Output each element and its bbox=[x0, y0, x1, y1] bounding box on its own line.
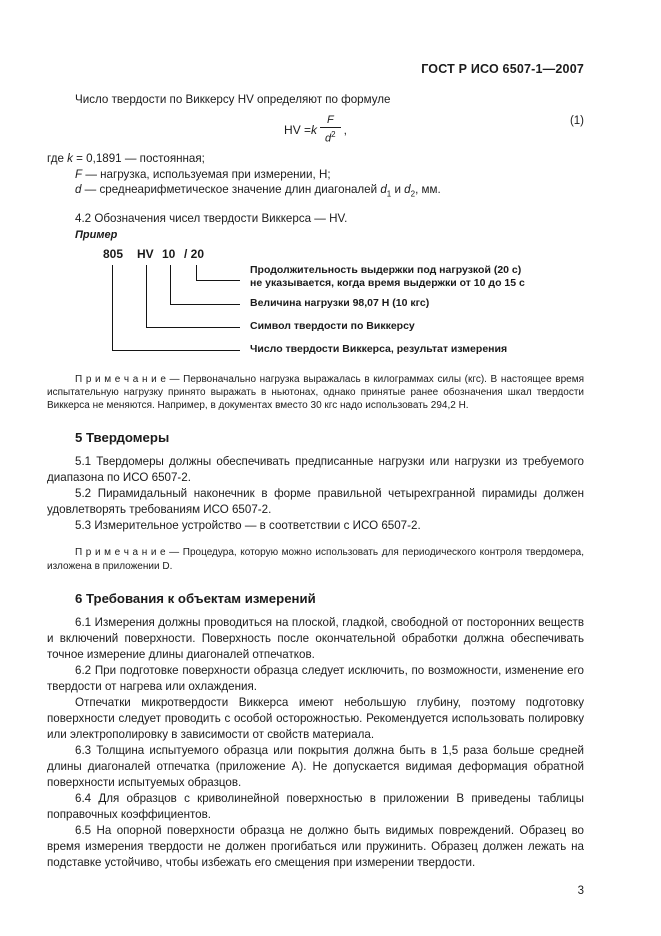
where-line-f bbox=[47, 167, 584, 183]
symbol-d: d bbox=[75, 183, 82, 196]
callout-duration-line2: не указывается, когда время выдержки от 10 до 15 с bbox=[250, 276, 525, 289]
clause-5-1: 5.1 Твердомеры должны обеспечивать предписанные нагрузки или нагрузки из требуемого диапазона по ИСО 6507-2. bbox=[47, 455, 584, 485]
clause-6-2: 6.2 При подготовке поверхности образца следует исключить, по возможности, изменение его твердости от нагрева или охлаждения. bbox=[47, 663, 584, 693]
fraction-numerator: F bbox=[326, 114, 334, 127]
callout-value: Число твердости Виккерса, результат измерения bbox=[250, 342, 508, 355]
formula-fraction bbox=[320, 114, 341, 146]
symbol-d1: d bbox=[380, 183, 387, 196]
callout-line-value-horizontal bbox=[112, 350, 240, 351]
designation-diagram bbox=[47, 247, 584, 361]
clause-6-2-continued: Отпечатки микротвердости Виккерса имеют небольшую глубину, поэтому подготовку поверхности следует проводить с особой осторожностью. Рекомендуется использовать полировку или электрополировку в зависимости от свойств материала. bbox=[47, 695, 584, 741]
where-line-k bbox=[47, 151, 584, 167]
page-number: 3 bbox=[577, 884, 584, 897]
where-prefix: где bbox=[47, 152, 68, 165]
token-hardness-value: 805 bbox=[103, 246, 124, 261]
where-line-d bbox=[47, 182, 584, 202]
clause-6-3: 6.3 Толщина испытуемого образца или покрытия должна быть в 1,5 раза больше средней длины диагоналей отпечатка (приложение А). Не допускается видимая деформация обратной поверхности испытуемых образцов. bbox=[47, 743, 584, 789]
token-hv-symbol: HV bbox=[137, 246, 154, 261]
callout-line-load-horizontal bbox=[170, 304, 240, 305]
clause-6-4: 6.4 Для образцов с криволинейной поверхностью в приложении В приведены таблицы поправочных коэффициентов. bbox=[47, 791, 584, 821]
symbol-d2: d bbox=[404, 183, 411, 196]
note-load-units: П р и м е ч а н и е — Первоначально нагрузка выражалась в килограммах силы (кгс). В настоящее время испытательную нагрузку принято выражать в ньютонах, однако принятые ранее обозначения шкал твердости Виккерса не меняются. Например, в документах вместо 30 кгс надо использовать 294,2 Н. bbox=[47, 373, 584, 412]
callout-symbol: Символ твердости по Виккерсу bbox=[250, 319, 415, 332]
clause-4-2-heading: 4.2 Обозначения чисел твердости Виккерса — HV. bbox=[75, 211, 348, 225]
denominator-base: d bbox=[325, 132, 332, 145]
token-duration: / 20 bbox=[184, 246, 205, 261]
clause-5-2: 5.2 Пирамидальный наконечник в форме правильной четырехгранной пирамиды должен удовлетворять требованиям ИСО 6507-2. bbox=[47, 487, 584, 517]
note-tester-check: П р и м е ч а н и е — Процедура, которую можно использовать для периодического контроля твердомера, изложена в приложении D. bbox=[47, 547, 584, 572]
callout-line-duration-vertical bbox=[196, 265, 197, 280]
clause-5-3: 5.3 Измерительное устройство — в соответствии с ИСО 6507-2. bbox=[75, 519, 421, 533]
example-label: Пример bbox=[75, 228, 118, 241]
symbol-f: F bbox=[75, 167, 83, 181]
where-d-tail: , мм. bbox=[415, 183, 441, 196]
section-6-heading: 6 Требования к объектам измерений bbox=[75, 590, 316, 606]
denominator-exponent: 2 bbox=[331, 130, 336, 140]
clause-6-1: 6.1 Измерения должны проводиться на плоской, гладкой, свободной от посторонних веществ и включений поверхности. Поверхность после окончательной обработки должна обеспечивать точное измерение длины диагоналей отпечатков. bbox=[47, 615, 584, 661]
intro-paragraph: Число твердости по Виккерсу HV определяют по формуле bbox=[75, 93, 391, 106]
document-header: ГОСТ Р ИСО 6507-1—2007 bbox=[421, 62, 584, 76]
equation-number: (1) bbox=[569, 115, 584, 127]
where-and: и bbox=[391, 183, 405, 196]
formula-lhs: HV = bbox=[284, 123, 312, 137]
symbol-k: k bbox=[67, 152, 73, 165]
callout-line-symbol-vertical bbox=[146, 265, 147, 327]
token-load: 10 bbox=[162, 246, 176, 261]
formula-trailing-comma: , bbox=[343, 123, 347, 137]
callout-line-duration-horizontal bbox=[196, 280, 240, 281]
fraction-denominator bbox=[320, 127, 341, 146]
section-5-heading: 5 Твердомеры bbox=[75, 430, 170, 446]
hv-formula bbox=[284, 114, 347, 146]
where-f-text: — нагрузка, используемая при измерении, Н; bbox=[82, 167, 331, 181]
where-d-text: — среднеарифметическое значение длин диагоналей bbox=[81, 183, 381, 196]
callout-duration bbox=[250, 264, 525, 290]
where-k-text: = 0,1891 — постоянная; bbox=[72, 152, 205, 165]
callout-line-value-vertical bbox=[112, 265, 113, 350]
callout-line-load-vertical bbox=[170, 265, 171, 304]
callout-duration-line1: Продолжительность выдержки под нагрузкой (20 с) bbox=[250, 263, 522, 276]
formula-block bbox=[47, 111, 584, 149]
formula-coefficient: k bbox=[311, 123, 318, 137]
where-list bbox=[47, 151, 584, 202]
callout-load: Величина нагрузки 98,07 Н (10 кгс) bbox=[250, 296, 430, 309]
callout-line-symbol-horizontal bbox=[146, 327, 240, 328]
symbol-d1-subscript: 1 bbox=[386, 189, 392, 199]
clause-6-5: 6.5 На опорной поверхности образца не должно быть видимых повреждений. Образец во время измерения твердости не должен прогибаться или пружинить. Образец должен лежать на подставке устойчиво, чтобы избежать его смещения при измерении твердости. bbox=[47, 823, 584, 869]
symbol-d2-subscript: 2 bbox=[410, 189, 416, 199]
